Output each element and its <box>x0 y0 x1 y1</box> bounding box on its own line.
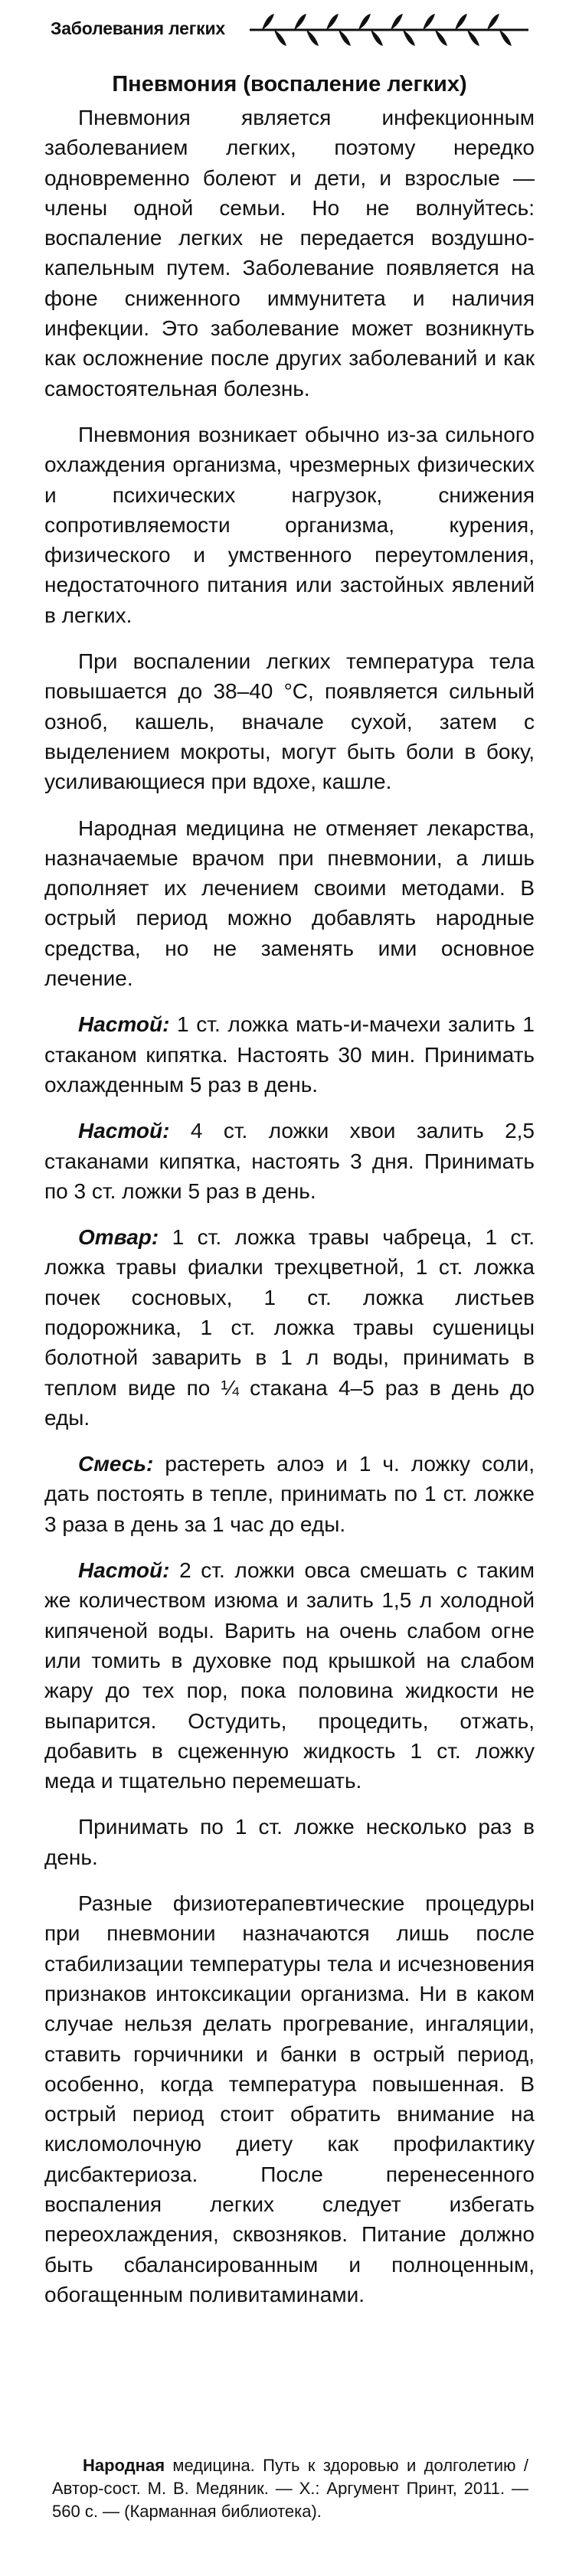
recipe-label: Настой: <box>78 1012 170 1037</box>
recipe-label: Отвар: <box>78 1225 159 1250</box>
running-head: Заболевания легких <box>51 18 225 38</box>
recipe-label: Настой: <box>78 1119 170 1143</box>
recipe-label: Смесь: <box>78 1452 154 1476</box>
paragraph: Принимать по 1 ст. ложке несколько раз в день. <box>44 1815 535 1869</box>
source-emphasis: Народная <box>83 2456 165 2475</box>
source-citation <box>52 2454 528 2523</box>
recipe-paragraph <box>44 1449 535 1539</box>
article <box>44 69 535 2326</box>
recipe-text: 1 ст. ложка травы чабреца, 1 ст. ложка травы фиалки трехцветной, 1 ст. ложка почек сосновых, 1 ст. ложка листьев подорожника, 1 ст. ложка травы сушеницы болотной заварить в 1 л воды, принимать в теплом виде по ¼ стакана 4–5 раз в день до еды. <box>44 1225 535 1430</box>
paragraph: Пневмония возникает обычно из-за сильного охлаждения организма, чрезмерных физических и психических нагрузок, снижения сопротивляемости организма, курения, физического и умственного переутомления, недостаточного питания или застойных явлений в легких. <box>44 422 535 627</box>
recipe-text: 4 ст. ложки хвои залить 2,5 стаканами кипятка, настоять 3 дня. Принимать по 3 ст. ложки 5 раз в день. <box>44 1119 535 1203</box>
recipe-text: 1 ст. ложка мать-и-мачехи залить 1 стаканом кипятка. Настоять 30 мин. Принимать охлажденным 5 раз в день. <box>44 1012 535 1097</box>
recipe-paragraph <box>44 1116 535 1206</box>
recipe-text: растереть алоэ и 1 ч. ложку соли, дать постоять в тепле, принимать по 1 ст. ложке 3 раза в день за 1 час до еды. <box>44 1452 535 1536</box>
source-text: медицина. Путь к здоровью и долголетию / Автор-сост. М. В. Медяник. — Х.: Аргумент Принт, 2011. — 560 с. — (Карманная библиотека). <box>52 2456 528 2521</box>
paragraph: Народная медицина не отменяет лекарства, назначаемые врачом при пневмонии, а лишь дополняет их лечением своими методами. В острый период можно добавлять народные средства, но не заменять ими основное лечение. <box>44 816 535 991</box>
recipe-paragraph <box>44 1009 535 1100</box>
recipe-paragraph <box>44 1555 535 1796</box>
recipe-label: Настой: <box>78 1558 170 1583</box>
paragraph: Разные физиотерапевтические процедуры при пневмонии назначаются лишь после стабилизации температуры тела и исчезновения признаков интоксикации организма. Ни в каком случае нельзя делать прогревание, ингаляции, ставить горчичники и банки в острый период, особенно, когда температура повышенная. В острый период стоит обратить внимание на кисломолочную диету как профилактику дисбактериоза. После перенесенного воспаления легких следует избегать переохлаждения, сквозняков. Питание должно быть сбалансированным и полноценным, обогащенным поливитаминами. <box>44 1891 535 2306</box>
page-header <box>0 0 579 61</box>
article-title: Пневмония (воспаление легких) <box>112 72 467 96</box>
paragraph: Пневмония является инфекционным заболеванием легких, поэтому нередко одновременно болеют и дети, и взрослые — члены одной семьи. Но не волнуйтесь: воспаление легких не передается воздушно-капельным путем. Заболевание появляется на фоне сниженного иммунитета и наличия инфекции. Это заболевание может возникнуть как осложнение после других заболеваний и как самостоятельная болезнь. <box>44 106 535 400</box>
vine-leaf-ornament-icon <box>247 11 532 49</box>
recipe-text: 2 ст. ложки овса смешать с таким же количеством изюма и залить 1,5 л холодной кипяченой воды. Варить на очень слабом огне или томить в духовке под крышкой на слабом жару до тех пор, пока половина жидкости не выпарится. Остудить, процедить, отжать, добавить в сцеженную жидкость 1 ст. ложку меда и тщательно перемешать. <box>44 1558 535 1793</box>
recipe-paragraph <box>44 1222 535 1433</box>
paragraph: При воспалении легких температура тела повышается до 38–40 °C, появляется сильный озноб, кашель, вначале сухой, затем с выделением мокроты, могут быть боли в боку, усиливающиеся при вдохе, кашле. <box>44 649 535 794</box>
